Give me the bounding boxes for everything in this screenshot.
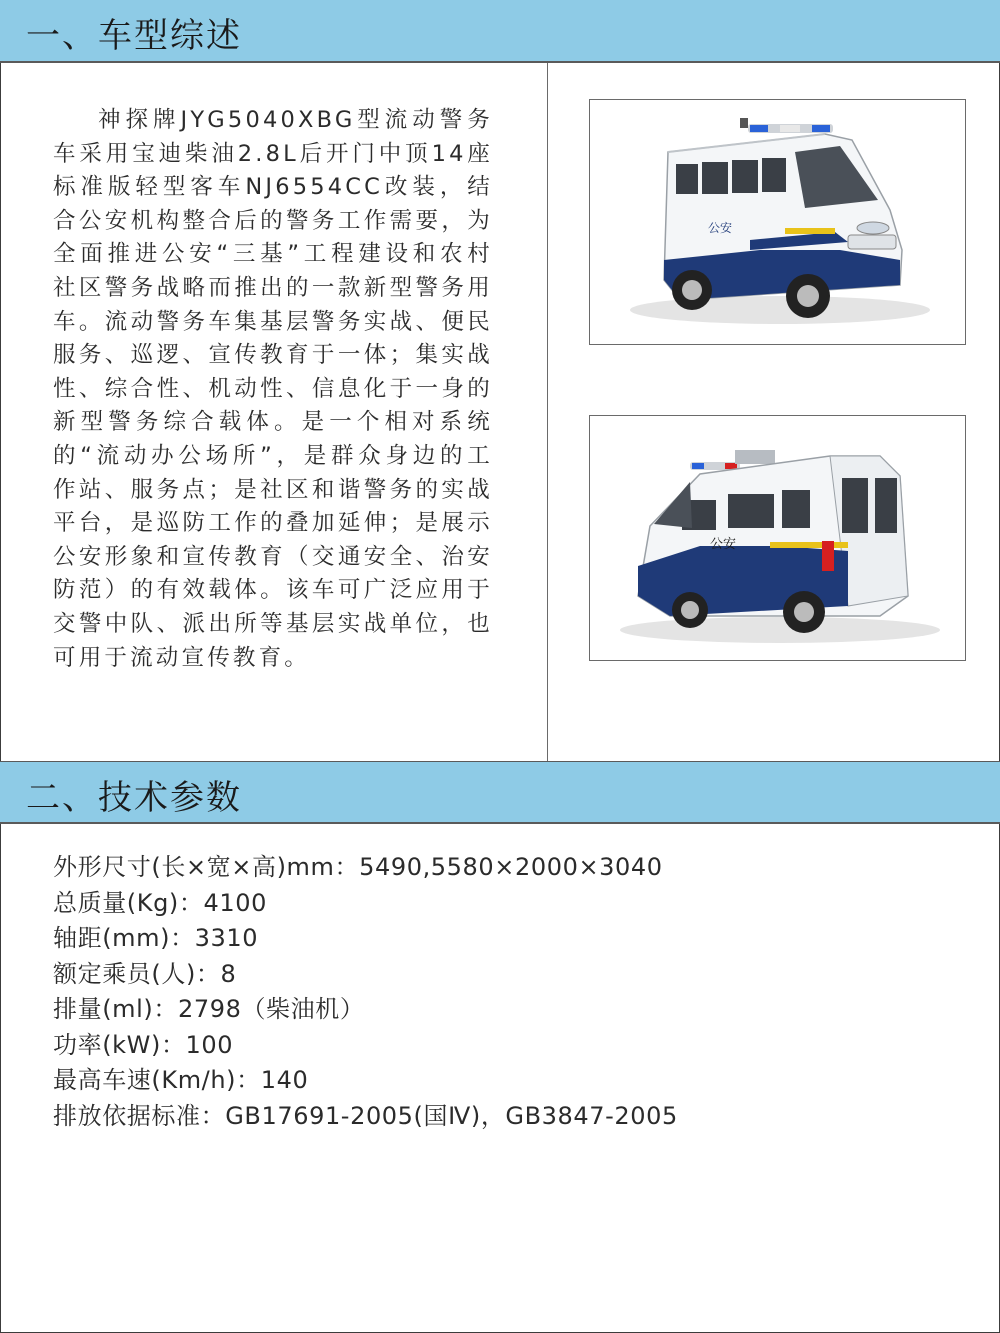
spec-max-speed: 最高车速(Km/h)：140: [53, 1066, 309, 1094]
spec-total-mass: 总质量(Kg)：4100: [53, 888, 267, 917]
spec-wheelbase: 轴距(mm)：3310: [53, 924, 259, 952]
spec-displacement: 排量(ml)：2798（柴油机）: [53, 995, 365, 1023]
section-header-specs: [0, 761, 1000, 824]
section-header-overview: [0, 0, 1000, 63]
spec-dimensions: 外形尺寸(长×宽×高)mm：5490,5580×2000×3040: [53, 853, 663, 881]
spec-list: [53, 850, 678, 1134]
spec-emission-standard: 排放依据标准：GB17691-2005(国Ⅳ)，GB3847-2005: [53, 1101, 678, 1130]
section-title-overview: 一、车型综述: [26, 16, 242, 56]
van-rear-illustration: [590, 416, 966, 661]
spec-power: 功率(kW)：100: [53, 1030, 234, 1059]
section-title-specs: 二、技术参数: [26, 778, 242, 818]
vehicle-photo-front: [589, 99, 966, 345]
door-text-rear: 公安: [710, 537, 737, 552]
column-divider: [547, 63, 548, 761]
vehicle-photo-rear: [589, 415, 966, 661]
spec-rated-passengers: 额定乘员(人)：8: [53, 959, 237, 988]
door-text-front: 公安: [708, 221, 733, 235]
van-front-illustration: [590, 100, 966, 345]
overview-paragraph: 神探牌JYG5040XBG型流动警务车采用宝迪柴油2.8L后开门中顶14座标准版轻型客车NJ6554CC改装，结合公安机构整合后的警务工作需要，为全面推进公安“三基”工程建设和农村社区警务战略而推出的一款新型警务用车。流动警务车集基层警务实战、便民服务、巡逻、宣传教育于一体；集实战性、综合性、机动性、信息化于一身的新型警务综合载体。是一个相对系统的“流动办公场所”，是群众身边的工作站、服务点；是社区和谐警务的实战平台，是巡防工作的叠加延伸；是展示公安形象和宣传教育（交通安全、治安防范）的有效载体。该车可广泛应用于交警中队、派出所等基层实战单位，也可用于流动宣传教育。: [53, 107, 493, 671]
